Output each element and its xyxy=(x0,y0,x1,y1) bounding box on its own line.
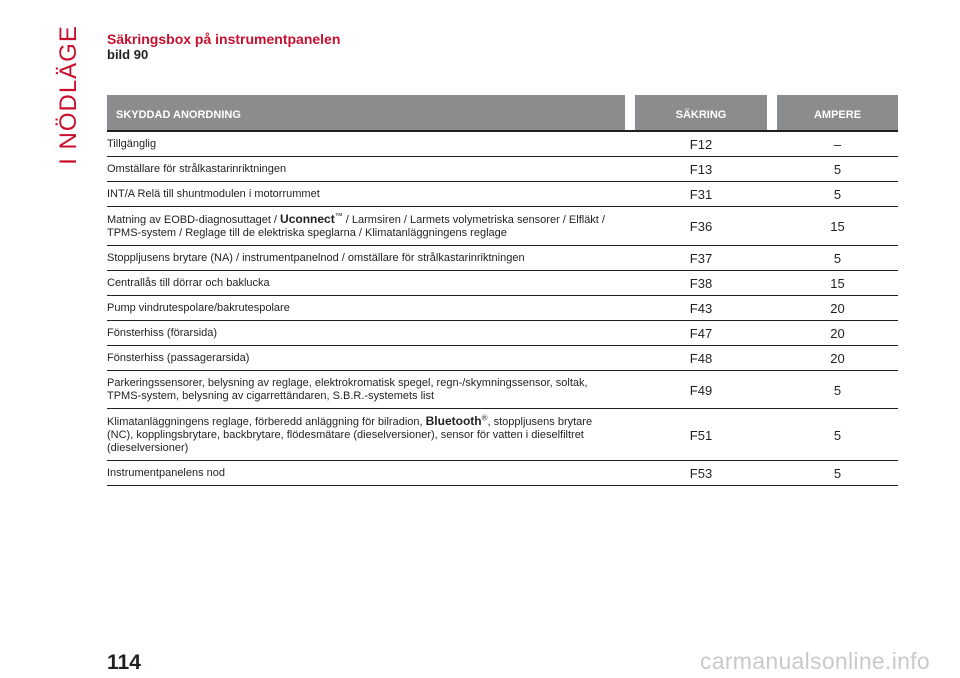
row-ampere: 15 xyxy=(830,276,845,291)
row-ampere: 5 xyxy=(833,427,842,443)
section-side-label xyxy=(49,25,89,165)
row-fuse: F13 xyxy=(689,162,713,177)
table-row xyxy=(107,461,898,486)
fuse-table xyxy=(107,95,898,486)
page-number: 114 xyxy=(107,651,141,674)
table-row xyxy=(107,182,898,207)
row-ampere: 5 xyxy=(833,382,842,398)
row-fuse: F36 xyxy=(689,219,713,234)
row-fuse: F49 xyxy=(689,382,713,398)
figure-reference: bild 90 xyxy=(107,47,149,62)
row-fuse: F53 xyxy=(689,466,713,481)
row-description: Fönsterhiss (förarsida) xyxy=(107,327,218,339)
row-fuse: F43 xyxy=(689,301,713,316)
section-side-label-text: I NÖDLÄGE xyxy=(55,25,82,165)
header-protected-device: SKYDDAD ANORDNING xyxy=(107,95,625,131)
page-title: Säkringsbox på instrumentpanelen xyxy=(107,31,341,47)
row-description: Stoppljusens brytare (NA) / instrumentpanelnod / omställare för strålkastarinriktningen xyxy=(107,252,525,264)
header-gap xyxy=(625,95,635,131)
trademark-mark: ™ xyxy=(334,211,343,221)
row-ampere: 20 xyxy=(830,351,845,366)
table-row xyxy=(107,409,898,461)
row-description-part: Klimatanläggningens reglage, förberedd anläggning för bilradion, xyxy=(107,416,426,428)
row-description: Omställare för strålkastarinriktningen xyxy=(107,163,287,175)
watermark: carmanualsonline.info xyxy=(699,648,930,674)
row-description: Pump vindrutespolare/bakrutespolare xyxy=(107,302,290,314)
row-ampere: 5 xyxy=(833,187,842,202)
header-fuse: SÄKRING xyxy=(635,95,767,131)
row-fuse: F48 xyxy=(689,351,713,366)
table-row xyxy=(107,131,898,157)
page-heading xyxy=(107,32,340,62)
table-row xyxy=(107,246,898,271)
row-fuse: F37 xyxy=(689,251,713,266)
row-ampere: 5 xyxy=(833,466,842,481)
row-ampere: 20 xyxy=(830,301,845,316)
row-description: Centrallås till dörrar och baklucka xyxy=(107,277,270,289)
uconnect-brand: Uconnect xyxy=(280,212,335,226)
row-description-part: , stoppljusens brytare (NC), kopplingsbrytare, backbrytare, flödesmätare (dieselversioner), sensor för vatten i dieselfiltret (dieselversioner) xyxy=(107,416,593,454)
row-ampere: 20 xyxy=(830,326,845,341)
row-description: Parkeringssensorer, belysning av reglage, elektrokromatisk spegel, regn-/skymningssensor, soltak, TPMS-system, belysning av cigarrettändaren, S.B.R.-systemets list xyxy=(107,377,588,402)
table-row xyxy=(107,296,898,321)
row-ampere: – xyxy=(833,137,842,152)
table-row xyxy=(107,346,898,371)
header-ampere: AMPERE xyxy=(777,95,898,131)
row-description: INT/A Relä till shuntmodulen i motorrummet xyxy=(107,188,320,200)
fuse-table-header-row xyxy=(107,95,898,131)
row-description xyxy=(107,207,625,246)
table-row xyxy=(107,321,898,346)
row-description: Instrumentpanelens nod xyxy=(107,467,226,479)
row-ampere: 5 xyxy=(833,251,842,266)
row-ampere: 15 xyxy=(830,219,845,234)
row-ampere: 5 xyxy=(833,162,842,177)
row-fuse: F51 xyxy=(689,427,713,443)
row-fuse: F38 xyxy=(689,276,713,291)
row-fuse: F31 xyxy=(689,187,713,202)
table-row xyxy=(107,271,898,296)
table-row xyxy=(107,207,898,246)
row-description: Tillgänglig xyxy=(107,138,157,150)
row-description-part: / Larmsiren / Larmets volymetriska sensorer / Elfläkt / TPMS-system / Reglage till de elektriska speglarna / Klimatanläggningens reglage xyxy=(107,214,605,239)
table-row xyxy=(107,371,898,409)
row-description-part: Matning av EOBD-diagnosuttaget / xyxy=(107,214,281,226)
bluetooth-brand: Bluetooth xyxy=(425,414,482,428)
row-description: Fönsterhiss (passagerarsida) xyxy=(107,352,250,364)
table-row xyxy=(107,157,898,182)
row-description xyxy=(107,409,625,461)
registered-mark: ® xyxy=(481,413,488,423)
row-fuse: F12 xyxy=(689,137,713,152)
header-gap xyxy=(767,95,777,131)
row-fuse: F47 xyxy=(689,326,713,341)
